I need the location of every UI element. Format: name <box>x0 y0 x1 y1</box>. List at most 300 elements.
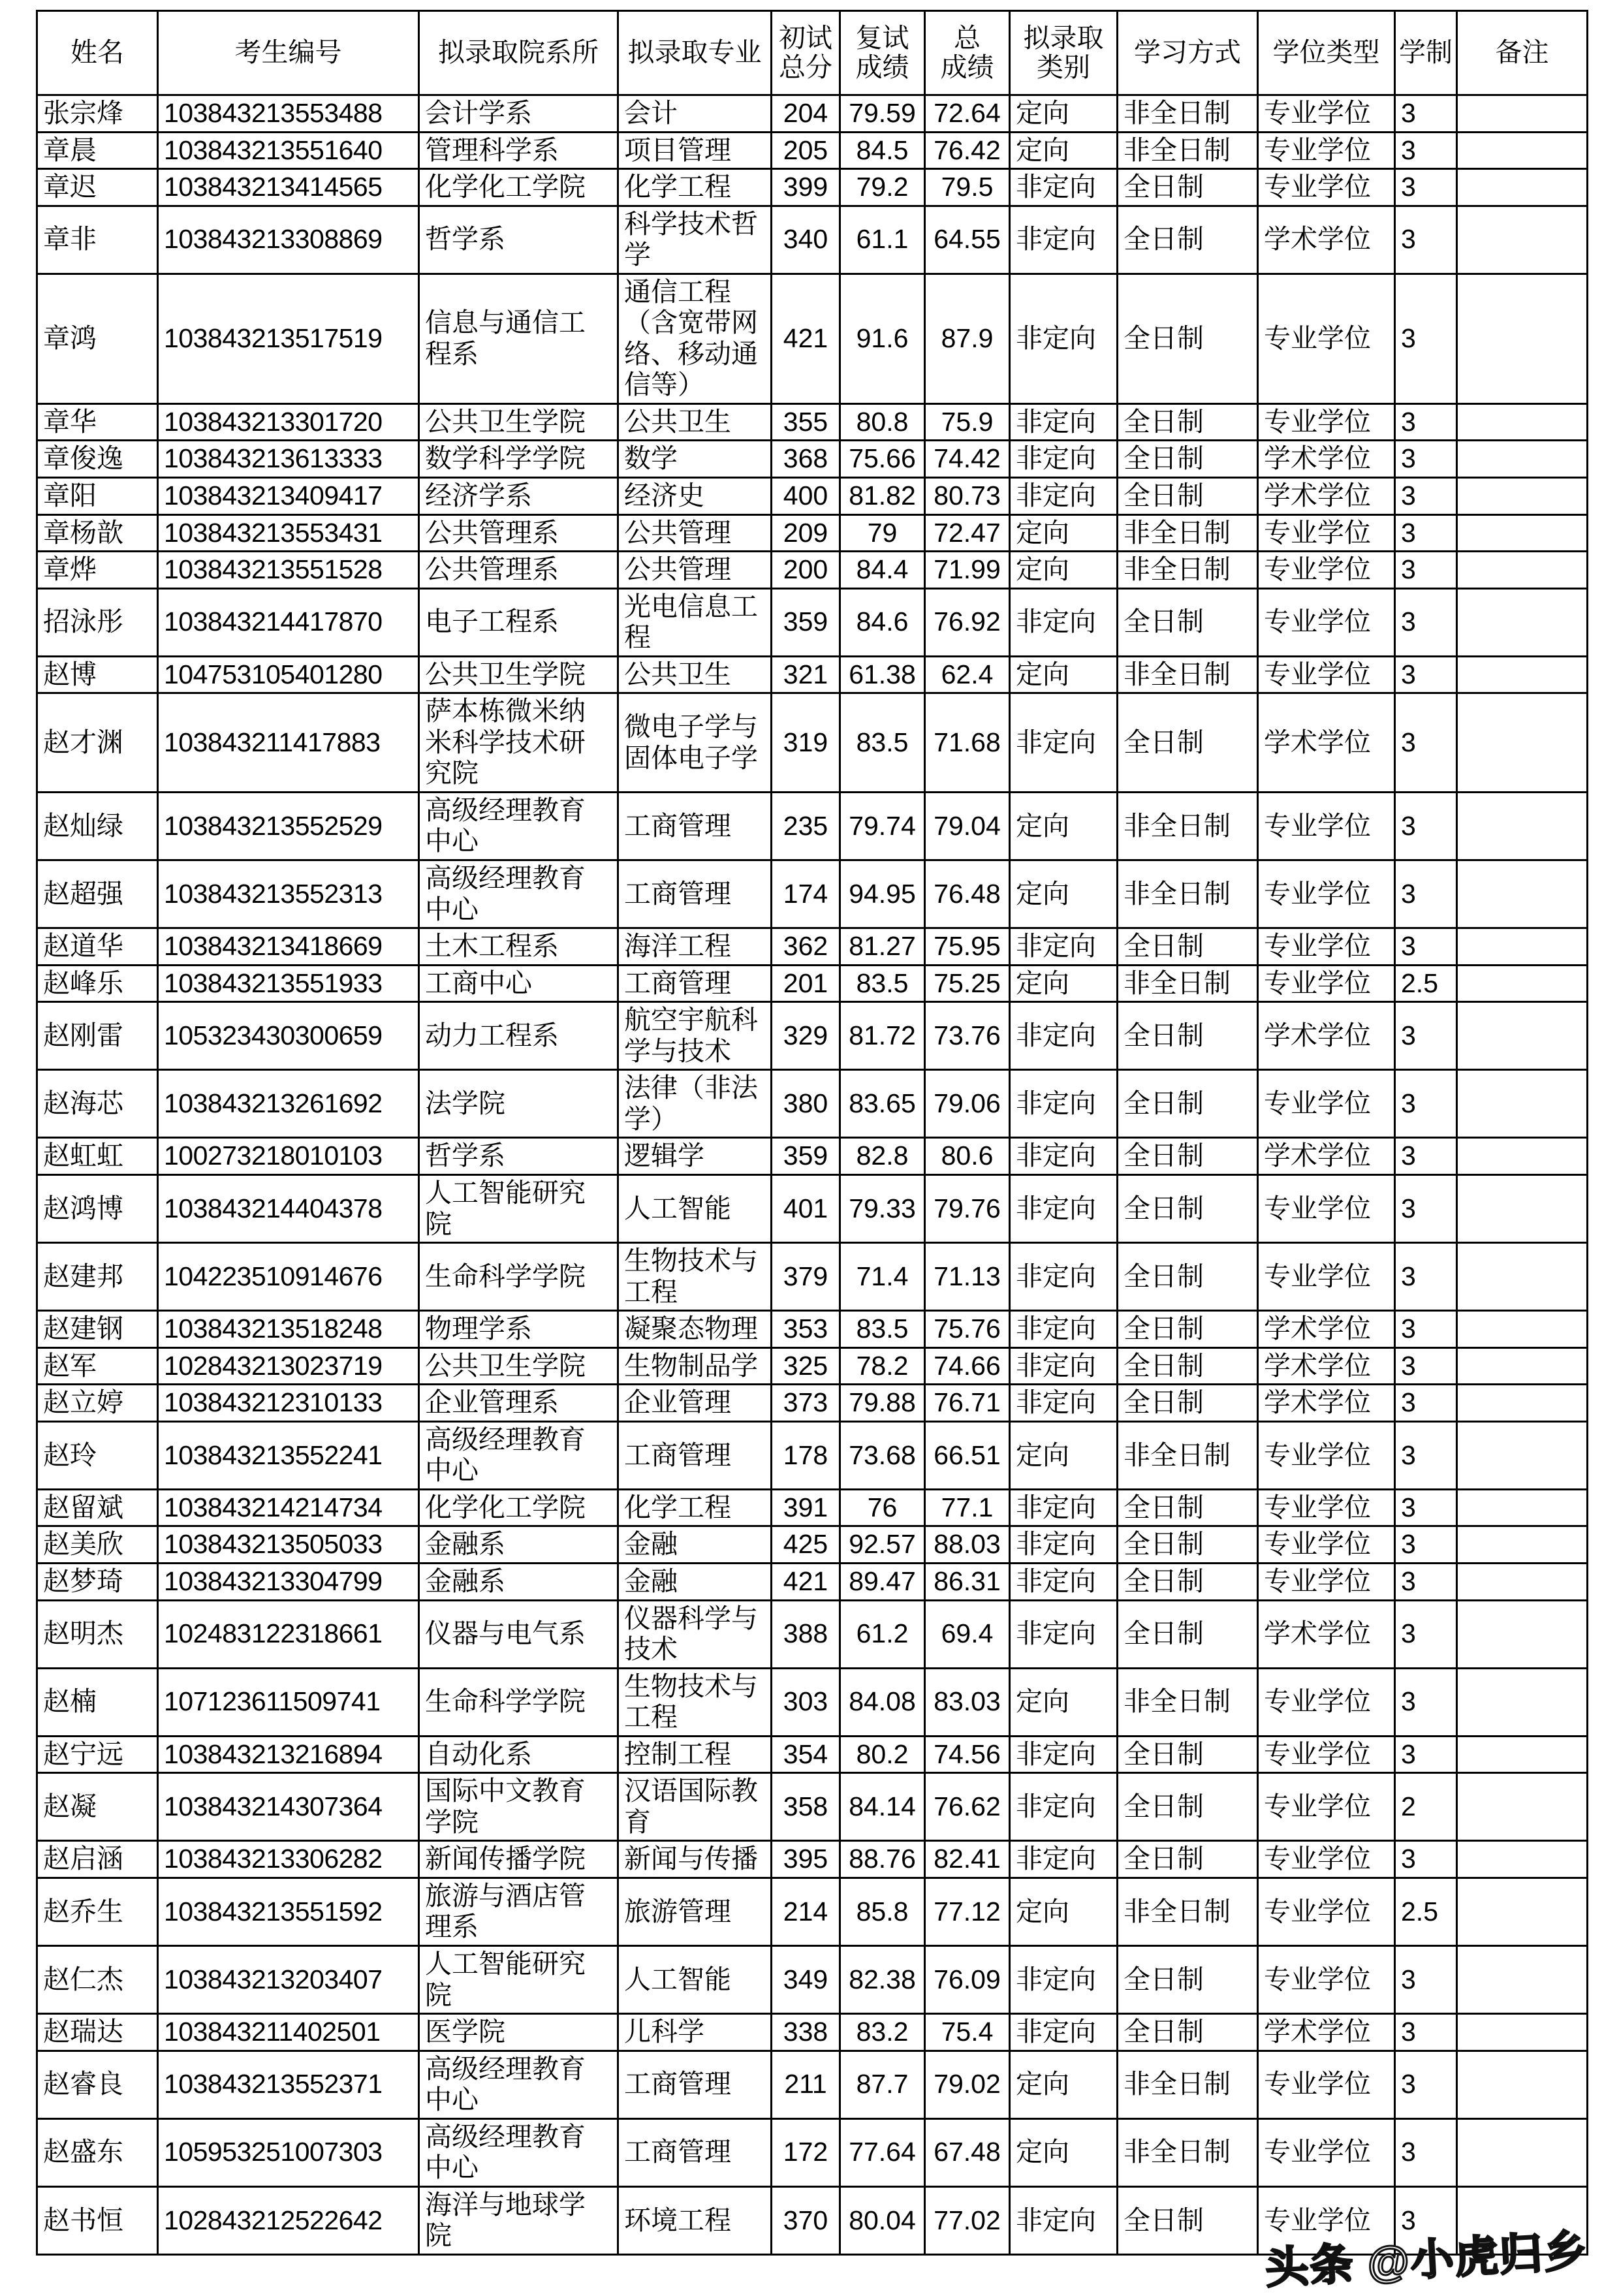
cell-dept: 高级经理教育中心 <box>419 1421 618 1489</box>
cell-cat: 定向 <box>1010 860 1118 928</box>
cell-dept: 公共管理系 <box>419 514 618 552</box>
cell-first: 329 <box>772 1002 840 1070</box>
cell-degree: 专业学位 <box>1258 656 1395 693</box>
cell-degree: 学术学位 <box>1258 478 1395 515</box>
cell-remark <box>1457 588 1588 656</box>
table-row <box>37 1600 1588 1668</box>
cell-second: 81.72 <box>840 1002 925 1070</box>
cell-id: 100273218010103 <box>158 1138 419 1175</box>
table-row <box>37 552 1588 589</box>
cell-degree: 学术学位 <box>1258 1385 1395 1422</box>
cell-dept: 生命科学学院 <box>419 1668 618 1736</box>
cell-first: 425 <box>772 1526 840 1564</box>
cell-total: 74.56 <box>925 1736 1010 1773</box>
table-row <box>37 1563 1588 1600</box>
cell-remark <box>1457 693 1588 793</box>
cell-degree: 专业学位 <box>1258 1174 1395 1242</box>
cell-first: 353 <box>772 1311 840 1348</box>
cell-id: 103843213203407 <box>158 1945 419 2013</box>
table-row <box>37 1489 1588 1526</box>
cell-id: 103843213216894 <box>158 1736 419 1773</box>
cell-mode: 非全日制 <box>1118 514 1258 552</box>
cell-name: 赵才渊 <box>37 693 158 793</box>
cell-degree: 专业学位 <box>1258 2051 1395 2118</box>
cell-major: 工商管理 <box>618 965 772 1002</box>
cell-major: 新闻与传播 <box>618 1841 772 1878</box>
cell-total: 77.12 <box>925 1878 1010 1945</box>
cell-remark <box>1457 1773 1588 1841</box>
table-row <box>37 1773 1588 1841</box>
cell-major: 数学 <box>618 441 772 478</box>
cell-name: 赵宁远 <box>37 1736 158 1773</box>
cell-total: 88.03 <box>925 1526 1010 1564</box>
cell-id: 103843214417870 <box>158 588 419 656</box>
cell-name: 章鸿 <box>37 274 158 403</box>
cell-id: 103843214404378 <box>158 1174 419 1242</box>
cell-years: 3 <box>1395 792 1457 860</box>
cell-cat: 非定向 <box>1010 1773 1118 1841</box>
cell-total: 79.06 <box>925 1070 1010 1138</box>
cell-remark <box>1457 1600 1588 1668</box>
cell-degree: 专业学位 <box>1258 1668 1395 1736</box>
table-row <box>37 693 1588 793</box>
cell-mode: 全日制 <box>1118 1174 1258 1242</box>
cell-degree: 学术学位 <box>1258 1002 1395 1070</box>
cell-years: 3 <box>1395 1945 1457 2013</box>
cell-name: 招泳彤 <box>37 588 158 656</box>
cell-total: 80.73 <box>925 478 1010 515</box>
cell-first: 204 <box>772 95 840 133</box>
cell-cat: 非定向 <box>1010 1563 1118 1600</box>
cell-id: 103843213301720 <box>158 403 419 441</box>
cell-cat: 非定向 <box>1010 928 1118 966</box>
cell-degree: 学术学位 <box>1258 206 1395 274</box>
cell-degree: 学术学位 <box>1258 2014 1395 2051</box>
cell-second: 82.38 <box>840 1945 925 2013</box>
cell-major: 科学技术哲学 <box>618 206 772 274</box>
cell-years: 3 <box>1395 1070 1457 1138</box>
cell-years: 3 <box>1395 1526 1457 1564</box>
cell-name: 赵立婷 <box>37 1385 158 1422</box>
cell-second: 79.33 <box>840 1174 925 1242</box>
cell-major: 人工智能 <box>618 1945 772 2013</box>
cell-second: 89.47 <box>840 1563 925 1600</box>
cell-years: 2.5 <box>1395 1878 1457 1945</box>
column-header-remark: 备注 <box>1457 11 1588 95</box>
cell-total: 75.9 <box>925 403 1010 441</box>
cell-first: 395 <box>772 1841 840 1878</box>
column-header-major: 拟录取专业 <box>618 11 772 95</box>
cell-first: 174 <box>772 860 840 928</box>
cell-dept: 会计学系 <box>419 95 618 133</box>
table-row <box>37 928 1588 966</box>
cell-remark <box>1457 441 1588 478</box>
cell-degree: 专业学位 <box>1258 860 1395 928</box>
cell-dept: 哲学系 <box>419 206 618 274</box>
cell-cat: 非定向 <box>1010 1311 1118 1348</box>
cell-total: 77.1 <box>925 1489 1010 1526</box>
cell-mode: 全日制 <box>1118 1311 1258 1348</box>
cell-major: 化学工程 <box>618 1489 772 1526</box>
cell-remark <box>1457 1668 1588 1736</box>
cell-degree: 学术学位 <box>1258 441 1395 478</box>
cell-remark <box>1457 2051 1588 2118</box>
cell-id: 107123611509741 <box>158 1668 419 1736</box>
table-row <box>37 478 1588 515</box>
cell-remark <box>1457 2186 1588 2254</box>
table-row <box>37 95 1588 133</box>
cell-total: 76.09 <box>925 1945 1010 2013</box>
cell-cat: 非定向 <box>1010 1945 1118 2013</box>
cell-remark <box>1457 95 1588 133</box>
cell-dept: 金融系 <box>419 1563 618 1600</box>
cell-total: 76.42 <box>925 132 1010 169</box>
cell-first: 391 <box>772 1489 840 1526</box>
cell-first: 325 <box>772 1347 840 1385</box>
cell-cat: 定向 <box>1010 2118 1118 2186</box>
cell-remark <box>1457 1002 1588 1070</box>
cell-name: 赵峰乐 <box>37 965 158 1002</box>
cell-degree: 专业学位 <box>1258 552 1395 589</box>
cell-mode: 全日制 <box>1118 1945 1258 2013</box>
cell-mode: 非全日制 <box>1118 2118 1258 2186</box>
cell-total: 72.47 <box>925 514 1010 552</box>
cell-total: 82.41 <box>925 1841 1010 1878</box>
table-row <box>37 1138 1588 1175</box>
cell-name: 赵明杰 <box>37 1600 158 1668</box>
cell-years: 3 <box>1395 274 1457 403</box>
cell-cat: 非定向 <box>1010 274 1118 403</box>
cell-major: 旅游管理 <box>618 1878 772 1945</box>
cell-remark <box>1457 965 1588 1002</box>
cell-cat: 非定向 <box>1010 441 1118 478</box>
cell-major: 生物制品学 <box>618 1347 772 1385</box>
cell-major: 公共卫生 <box>618 656 772 693</box>
cell-dept: 化学化工学院 <box>419 169 618 206</box>
cell-years: 3 <box>1395 2118 1457 2186</box>
cell-total: 86.31 <box>925 1563 1010 1600</box>
cell-years: 3 <box>1395 2014 1457 2051</box>
cell-mode: 全日制 <box>1118 1243 1258 1311</box>
cell-major: 生物技术与工程 <box>618 1243 772 1311</box>
cell-major: 项目管理 <box>618 132 772 169</box>
cell-id: 103843214307364 <box>158 1773 419 1841</box>
cell-major: 公共卫生 <box>618 403 772 441</box>
cell-first: 380 <box>772 1070 840 1138</box>
cell-first: 359 <box>772 588 840 656</box>
table-row <box>37 1385 1588 1422</box>
cell-years: 3 <box>1395 1841 1457 1878</box>
cell-mode: 全日制 <box>1118 1489 1258 1526</box>
cell-dept: 自动化系 <box>419 1736 618 1773</box>
cell-first: 178 <box>772 1421 840 1489</box>
cell-id: 102843212522642 <box>158 2186 419 2254</box>
column-header-id: 考生编号 <box>158 11 419 95</box>
cell-name: 赵仁杰 <box>37 1945 158 2013</box>
cell-remark <box>1457 656 1588 693</box>
cell-degree: 学术学位 <box>1258 1311 1395 1348</box>
cell-name: 章阳 <box>37 478 158 515</box>
cell-remark <box>1457 1421 1588 1489</box>
cell-degree: 专业学位 <box>1258 1526 1395 1564</box>
cell-mode: 非全日制 <box>1118 965 1258 1002</box>
cell-id: 103843213261692 <box>158 1070 419 1138</box>
cell-cat: 定向 <box>1010 514 1118 552</box>
cell-name: 赵鸿博 <box>37 1174 158 1242</box>
table-row <box>37 1668 1588 1736</box>
cell-total: 67.48 <box>925 2118 1010 2186</box>
cell-mode: 全日制 <box>1118 1563 1258 1600</box>
table-body <box>37 95 1588 2255</box>
cell-second: 92.57 <box>840 1526 925 1564</box>
cell-second: 78.2 <box>840 1347 925 1385</box>
cell-id: 103843213551933 <box>158 965 419 1002</box>
cell-mode: 非全日制 <box>1118 132 1258 169</box>
cell-total: 79.76 <box>925 1174 1010 1242</box>
cell-second: 83.65 <box>840 1070 925 1138</box>
cell-dept: 信息与通信工程系 <box>419 274 618 403</box>
table-row <box>37 1347 1588 1385</box>
cell-first: 370 <box>772 2186 840 2254</box>
cell-first: 359 <box>772 1138 840 1175</box>
cell-second: 84.5 <box>840 132 925 169</box>
cell-mode: 非全日制 <box>1118 1421 1258 1489</box>
cell-cat: 非定向 <box>1010 2014 1118 2051</box>
cell-id: 102483122318661 <box>158 1600 419 1668</box>
cell-id: 103843211417883 <box>158 693 419 793</box>
cell-degree: 专业学位 <box>1258 132 1395 169</box>
cell-first: 349 <box>772 1945 840 2013</box>
cell-first: 400 <box>772 478 840 515</box>
cell-first: 340 <box>772 206 840 274</box>
cell-major: 仪器科学与技术 <box>618 1600 772 1668</box>
cell-mode: 全日制 <box>1118 1138 1258 1175</box>
cell-remark <box>1457 478 1588 515</box>
cell-remark <box>1457 552 1588 589</box>
cell-second: 83.5 <box>840 693 925 793</box>
cell-years: 3 <box>1395 1668 1457 1736</box>
cell-cat: 定向 <box>1010 1421 1118 1489</box>
cell-second: 91.6 <box>840 274 925 403</box>
cell-name: 章烨 <box>37 552 158 589</box>
cell-total: 79.04 <box>925 792 1010 860</box>
cell-mode: 全日制 <box>1118 1736 1258 1773</box>
cell-years: 3 <box>1395 441 1457 478</box>
cell-mode: 全日制 <box>1118 274 1258 403</box>
cell-degree: 专业学位 <box>1258 1945 1395 2013</box>
cell-second: 77.64 <box>840 2118 925 2186</box>
cell-second: 80.8 <box>840 403 925 441</box>
cell-major: 海洋工程 <box>618 928 772 966</box>
cell-cat: 非定向 <box>1010 1385 1118 1422</box>
cell-total: 75.76 <box>925 1311 1010 1348</box>
cell-name: 赵启涵 <box>37 1841 158 1878</box>
table-row <box>37 2118 1588 2186</box>
cell-degree: 专业学位 <box>1258 95 1395 133</box>
cell-id: 103843213553488 <box>158 95 419 133</box>
cell-remark <box>1457 1736 1588 1773</box>
cell-id: 103843213553431 <box>158 514 419 552</box>
cell-first: 401 <box>772 1174 840 1242</box>
cell-mode: 全日制 <box>1118 2186 1258 2254</box>
cell-total: 71.68 <box>925 693 1010 793</box>
table-row <box>37 403 1588 441</box>
cell-dept: 医学院 <box>419 2014 618 2051</box>
cell-total: 80.6 <box>925 1138 1010 1175</box>
cell-major: 工商管理 <box>618 2051 772 2118</box>
cell-years: 3 <box>1395 2186 1457 2254</box>
header-row <box>37 11 1588 95</box>
cell-second: 84.08 <box>840 1668 925 1736</box>
table-row <box>37 1841 1588 1878</box>
cell-cat: 定向 <box>1010 1878 1118 1945</box>
cell-second: 84.4 <box>840 552 925 589</box>
table-row <box>37 1421 1588 1489</box>
cell-cat: 非定向 <box>1010 693 1118 793</box>
cell-total: 74.42 <box>925 441 1010 478</box>
cell-dept: 高级经理教育中心 <box>419 860 618 928</box>
cell-dept: 金融系 <box>419 1526 618 1564</box>
cell-cat: 非定向 <box>1010 1526 1118 1564</box>
cell-years: 3 <box>1395 1174 1457 1242</box>
cell-major: 企业管理 <box>618 1385 772 1422</box>
cell-major: 工商管理 <box>618 792 772 860</box>
cell-name: 赵留斌 <box>37 1489 158 1526</box>
cell-major: 工商管理 <box>618 1421 772 1489</box>
cell-name: 赵盛东 <box>37 2118 158 2186</box>
cell-cat: 非定向 <box>1010 478 1118 515</box>
cell-second: 85.8 <box>840 1878 925 1945</box>
cell-id: 103843213306282 <box>158 1841 419 1878</box>
cell-second: 83.5 <box>840 1311 925 1348</box>
cell-first: 200 <box>772 552 840 589</box>
cell-mode: 非全日制 <box>1118 860 1258 928</box>
cell-degree: 专业学位 <box>1258 1841 1395 1878</box>
cell-dept: 公共卫生学院 <box>419 656 618 693</box>
cell-cat: 非定向 <box>1010 206 1118 274</box>
cell-total: 74.66 <box>925 1347 1010 1385</box>
table-row <box>37 274 1588 403</box>
cell-name: 章杨歆 <box>37 514 158 552</box>
cell-mode: 全日制 <box>1118 1070 1258 1138</box>
column-header-first-score: 初试 总分 <box>772 11 840 95</box>
cell-dept: 高级经理教育中心 <box>419 2051 618 2118</box>
table-row <box>37 965 1588 1002</box>
cell-dept: 国际中文教育学院 <box>419 1773 618 1841</box>
cell-second: 73.68 <box>840 1421 925 1489</box>
cell-degree: 专业学位 <box>1258 274 1395 403</box>
cell-name: 赵建钢 <box>37 1311 158 1348</box>
cell-dept: 企业管理系 <box>419 1385 618 1422</box>
cell-remark <box>1457 792 1588 860</box>
cell-id: 103843213409417 <box>158 478 419 515</box>
cell-years: 3 <box>1395 1311 1457 1348</box>
cell-mode: 全日制 <box>1118 1841 1258 1878</box>
cell-remark <box>1457 1070 1588 1138</box>
cell-id: 103843212310133 <box>158 1385 419 1422</box>
cell-degree: 专业学位 <box>1258 403 1395 441</box>
column-header-second-score: 复试 成绩 <box>840 11 925 95</box>
cell-total: 75.4 <box>925 2014 1010 2051</box>
cell-remark <box>1457 1174 1588 1242</box>
cell-major: 通信工程（含宽带网络、移动通信等） <box>618 274 772 403</box>
cell-id: 103843213308869 <box>158 206 419 274</box>
cell-cat: 非定向 <box>1010 1600 1118 1668</box>
cell-name: 赵瑞达 <box>37 2014 158 2051</box>
column-header-years: 学制 <box>1395 11 1457 95</box>
cell-first: 399 <box>772 169 840 206</box>
cell-name: 赵梦琦 <box>37 1563 158 1600</box>
cell-name: 赵建邦 <box>37 1243 158 1311</box>
column-header-category: 拟录取 类别 <box>1010 11 1118 95</box>
cell-mode: 全日制 <box>1118 1600 1258 1668</box>
cell-dept: 仪器与电气系 <box>419 1600 618 1668</box>
cell-first: 201 <box>772 965 840 1002</box>
cell-name: 赵虹虹 <box>37 1138 158 1175</box>
cell-second: 83.5 <box>840 965 925 1002</box>
table-row <box>37 441 1588 478</box>
cell-cat: 非定向 <box>1010 403 1118 441</box>
cell-mode: 非全日制 <box>1118 1878 1258 1945</box>
cell-id: 103843213613333 <box>158 441 419 478</box>
cell-years: 3 <box>1395 206 1457 274</box>
cell-name: 章晨 <box>37 132 158 169</box>
cell-mode: 全日制 <box>1118 441 1258 478</box>
cell-major: 生物技术与工程 <box>618 1668 772 1736</box>
cell-first: 319 <box>772 693 840 793</box>
cell-years: 2.5 <box>1395 965 1457 1002</box>
cell-name: 赵海芯 <box>37 1070 158 1138</box>
cell-cat: 非定向 <box>1010 1841 1118 1878</box>
table-row <box>37 1878 1588 1945</box>
cell-major: 公共管理 <box>618 514 772 552</box>
cell-cat: 定向 <box>1010 552 1118 589</box>
column-header-name: 姓名 <box>37 11 158 95</box>
cell-cat: 非定向 <box>1010 588 1118 656</box>
cell-years: 3 <box>1395 478 1457 515</box>
cell-dept: 电子工程系 <box>419 588 618 656</box>
cell-id: 104223510914676 <box>158 1243 419 1311</box>
cell-second: 61.2 <box>840 1600 925 1668</box>
cell-id: 103843213418669 <box>158 928 419 966</box>
cell-degree: 学术学位 <box>1258 1347 1395 1385</box>
cell-years: 3 <box>1395 169 1457 206</box>
cell-dept: 哲学系 <box>419 1138 618 1175</box>
cell-id: 103843213414565 <box>158 169 419 206</box>
cell-remark <box>1457 403 1588 441</box>
cell-degree: 专业学位 <box>1258 965 1395 1002</box>
cell-total: 71.13 <box>925 1243 1010 1311</box>
cell-second: 94.95 <box>840 860 925 928</box>
cell-second: 75.66 <box>840 441 925 478</box>
cell-major: 人工智能 <box>618 1174 772 1242</box>
cell-mode: 非全日制 <box>1118 95 1258 133</box>
table-row <box>37 792 1588 860</box>
cell-years: 3 <box>1395 403 1457 441</box>
cell-id: 103843213551592 <box>158 1878 419 1945</box>
cell-second: 87.7 <box>840 2051 925 2118</box>
table-row <box>37 1174 1588 1242</box>
cell-remark <box>1457 2118 1588 2186</box>
cell-degree: 专业学位 <box>1258 1773 1395 1841</box>
cell-years: 3 <box>1395 1563 1457 1600</box>
cell-second: 61.38 <box>840 656 925 693</box>
table-row <box>37 1070 1588 1138</box>
cell-remark <box>1457 1841 1588 1878</box>
cell-mode: 全日制 <box>1118 2014 1258 2051</box>
cell-name: 章非 <box>37 206 158 274</box>
cell-first: 235 <box>772 792 840 860</box>
